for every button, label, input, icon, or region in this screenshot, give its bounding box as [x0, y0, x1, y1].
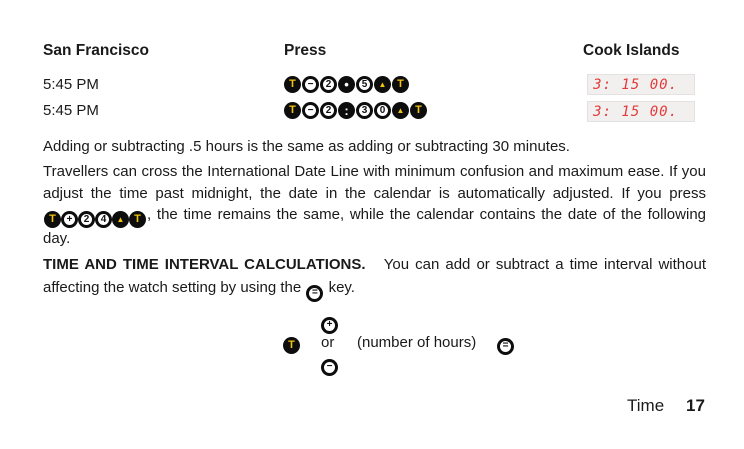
calculations-body-after: key.: [328, 279, 355, 296]
minus-key-icon: −: [321, 359, 338, 376]
dot-key-icon: •: [338, 76, 355, 93]
formula-t-key: [283, 335, 300, 354]
inline-equals-key: [306, 285, 323, 302]
calculations-heading: TIME AND TIME INTERVAL CALCULATIONS.: [43, 256, 366, 273]
minus-key-icon: −: [302, 76, 319, 93]
row1-lcd-display: 3: 15 00.: [587, 74, 695, 95]
up-arrow-key-icon: ▲: [392, 102, 409, 119]
three-key-icon: 3: [356, 102, 373, 119]
row1-time: 5:45 PM: [43, 76, 99, 93]
formula-equals-key: [497, 335, 514, 355]
t-key-icon: T: [129, 211, 146, 228]
up-arrow-key-icon: ▲: [112, 211, 129, 228]
t-key-icon: T: [410, 102, 427, 119]
header-press: Press: [284, 42, 327, 59]
formula-minus-key: [321, 356, 338, 376]
date-line-text-after: , the time remains the same, while the calendar contains the date of the following day.: [43, 206, 706, 247]
up-arrow-key-icon: ▲: [374, 76, 391, 93]
two-key-icon: 2: [320, 102, 337, 119]
equals-key-icon: =: [306, 285, 323, 302]
formula-hours-label: (number of hours): [357, 334, 477, 351]
t-key-icon: T: [283, 337, 300, 354]
paragraph-date-line: [43, 161, 706, 250]
equals-key-icon: =: [497, 338, 514, 355]
formula-or-label: or: [321, 334, 335, 351]
paragraph-half-hour: Adding or subtracting .5 hours is the same as adding or subtracting 30 minutes.: [43, 138, 570, 155]
four-key-icon: 4: [95, 211, 112, 228]
footer-page-number: 17: [686, 396, 705, 415]
t-key-icon: T: [284, 102, 301, 119]
t-key-icon: T: [284, 76, 301, 93]
header-cook-islands: Cook Islands: [583, 42, 680, 59]
row2-lcd-display: 3: 15 00.: [587, 101, 695, 122]
row2-key-sequence: [284, 102, 427, 119]
calculations-body-before: You can add or subtract a time interval without affecting the watch setting by using the: [43, 256, 706, 296]
inline-key-sequence: [44, 211, 146, 228]
two-key-icon: 2: [320, 76, 337, 93]
minus-key-icon: −: [302, 102, 319, 119]
date-line-text-before: Travellers can cross the International Date Line with minimum confusion and maximum ease. If you adjust the time past midnight, the date in the calendar is automatically adjusted. If you press: [43, 163, 706, 202]
header-san-francisco: San Francisco: [43, 42, 149, 59]
footer-section-title: Time: [627, 396, 665, 415]
paragraph-calculations: [43, 253, 706, 302]
two-key-icon: 2: [78, 211, 95, 228]
row1-key-sequence: [284, 76, 409, 93]
plus-key-icon: +: [61, 211, 78, 228]
zero-key-icon: 0: [374, 102, 391, 119]
t-key-icon: T: [44, 211, 61, 228]
row2-time: 5:45 PM: [43, 102, 99, 119]
plus-key-icon: +: [321, 317, 338, 334]
five-key-icon: 5: [356, 76, 373, 93]
t-key-icon: T: [392, 76, 409, 93]
colon-key-icon: :: [338, 102, 355, 119]
formula-plus-key: [321, 314, 338, 334]
